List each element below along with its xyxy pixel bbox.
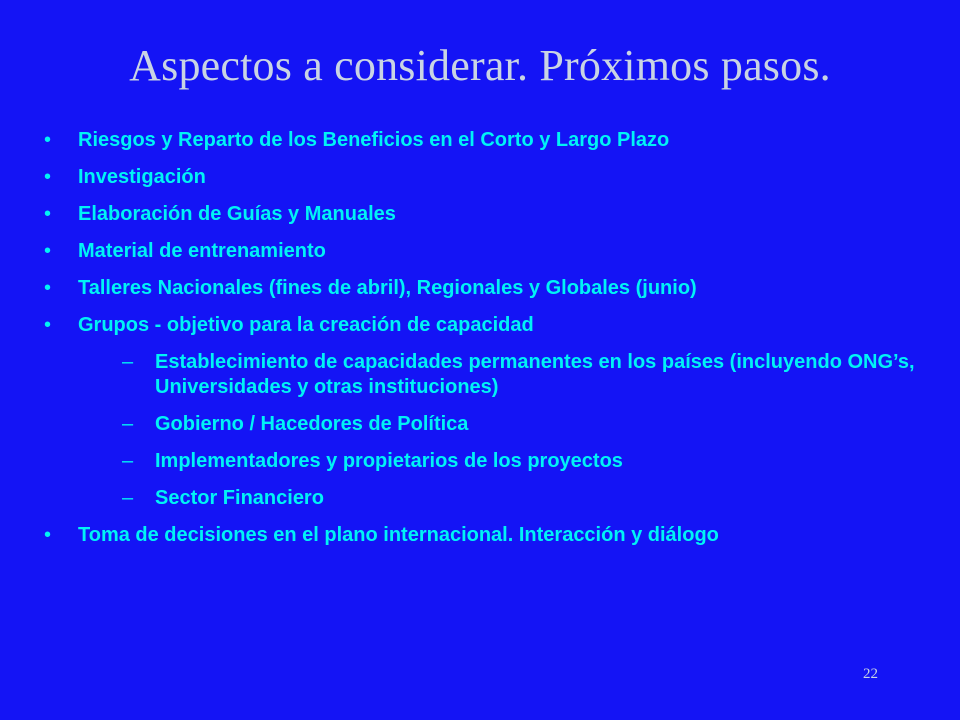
bullet-text: Material de entrenamiento	[78, 240, 326, 262]
bullet-marker: •	[44, 524, 52, 546]
sub-bullet-item	[78, 412, 924, 437]
bullet-marker: •	[44, 166, 52, 188]
bullet-item	[44, 313, 924, 511]
sub-bullet-item	[78, 350, 924, 400]
dash-marker: –	[122, 351, 134, 373]
bullet-text: Grupos - objetivo para la creación de capacidad	[78, 314, 534, 336]
dash-marker: –	[122, 450, 134, 472]
bullet-marker: •	[44, 203, 52, 225]
sub-bullet-text: Establecimiento de capacidades permanentes en los países (incluyendo ONG’s, Universidades y otras instituciones)	[155, 351, 915, 398]
bullet-marker: •	[44, 277, 52, 299]
bullet-marker: •	[44, 129, 52, 151]
sub-bullet-text: Implementadores y propietarios de los proyectos	[155, 450, 623, 472]
bullet-text: Riesgos y Reparto de los Beneficios en el Corto y Largo Plazo	[78, 129, 670, 151]
bullet-item	[44, 523, 924, 548]
bullet-item	[44, 202, 924, 227]
bullet-marker: •	[44, 240, 52, 262]
sub-bullet-text: Sector Financiero	[155, 487, 324, 509]
sub-bullet-item	[78, 486, 924, 511]
page-number: 22	[863, 666, 878, 682]
bullet-text: Elaboración de Guías y Manuales	[78, 203, 396, 225]
bullet-item	[44, 276, 924, 301]
bullet-text: Talleres Nacionales (fines de abril), Regionales y Globales (junio)	[78, 277, 697, 299]
bullet-item	[44, 239, 924, 264]
bullet-text: Investigación	[78, 166, 206, 188]
bullet-item	[44, 165, 924, 190]
bullet-item	[44, 128, 924, 153]
slide-title: Aspectos a considerar. Próximos pasos.	[129, 41, 831, 90]
bullet-list	[44, 128, 924, 560]
sub-bullet-item	[78, 449, 924, 474]
sub-bullet-text: Gobierno / Hacedores de Política	[155, 413, 469, 435]
bullet-text: Toma de decisiones en el plano internacional. Interacción y diálogo	[78, 524, 719, 546]
sub-bullet-list	[78, 350, 924, 511]
dash-marker: –	[122, 487, 134, 509]
dash-marker: –	[122, 413, 134, 435]
bullet-marker: •	[44, 314, 52, 336]
